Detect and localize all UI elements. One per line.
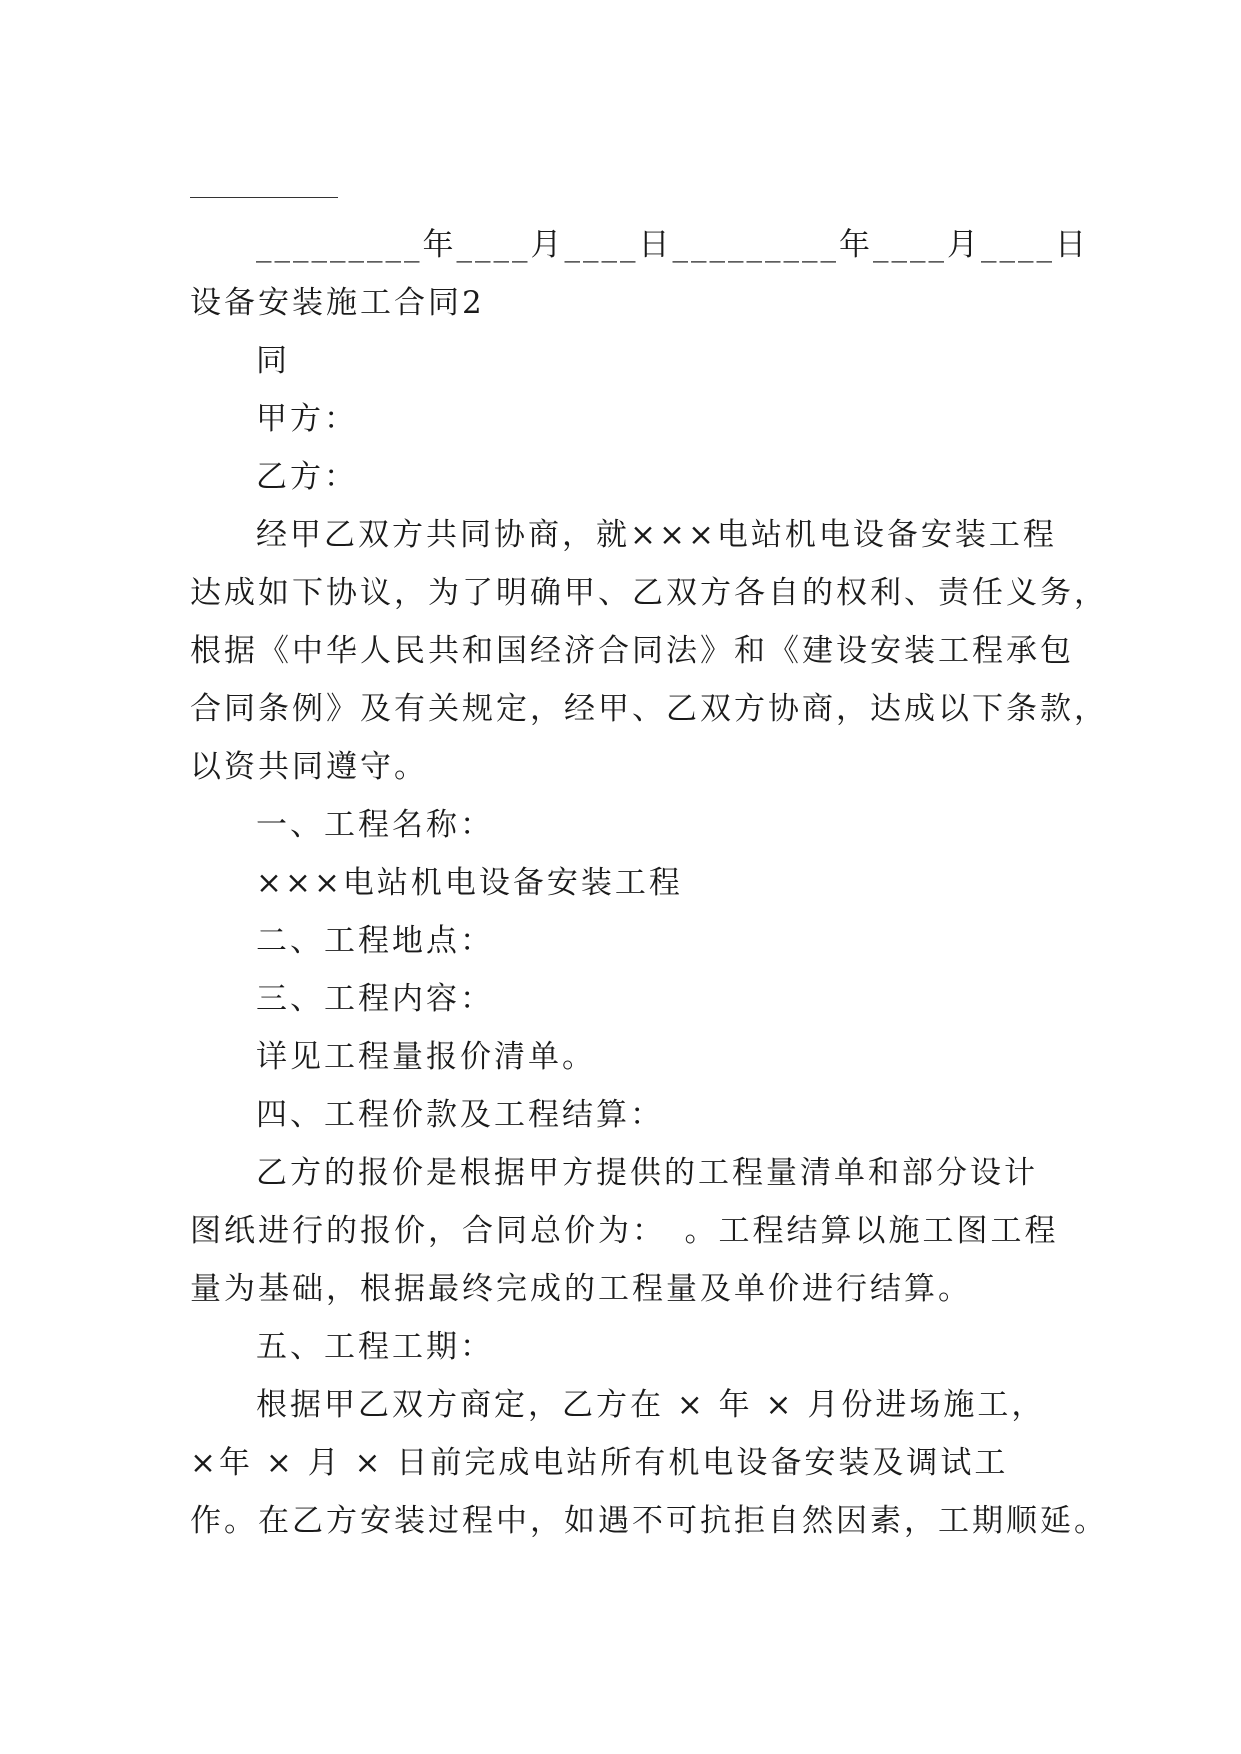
section-heading: 一、工程名称： xyxy=(256,807,494,843)
section-heading: 三、工程内容： xyxy=(256,981,494,1017)
paragraph-line: 作。在乙方安装过程中，如遇不可抗拒自然因素，工期顺延。 xyxy=(190,1503,1108,1539)
paragraph-line: 经甲乙双方共同协商，就×××电站机电设备安装工程 xyxy=(256,517,1057,553)
paragraph-line: 乙方的报价是根据甲方提供的工程量清单和部分设计 xyxy=(256,1155,1038,1191)
text-line: 详见工程量报价清单。 xyxy=(256,1039,596,1075)
text-line: ×××电站机电设备安装工程 xyxy=(256,865,683,901)
signature-underline xyxy=(190,197,338,198)
party-b-label: 乙方： xyxy=(256,459,358,495)
paragraph-line: 根据《中华人民共和国经济合同法》和《建设安装工程承包 xyxy=(190,633,1074,669)
paragraph-line: 合同条例》及有关规定，经甲、乙双方协商，达成以下条款， xyxy=(190,691,1108,727)
section-heading: 二、工程地点： xyxy=(256,923,494,959)
section-heading: 五、工程工期： xyxy=(256,1329,494,1365)
paragraph-line: ×年 × 月 × 日前完成电站所有机电设备安装及调试工 xyxy=(190,1445,1009,1481)
section-heading: 四、工程价款及工程结算： xyxy=(256,1097,664,1133)
contract-title: 设备安装施工合同2 xyxy=(190,285,485,321)
paragraph-line: 以资共同遵守。 xyxy=(190,749,428,785)
date-blanks-line: _________年____月____日_________年____月____日 xyxy=(256,227,1089,263)
paragraph-line: 达成如下协议，为了明确甲、乙双方各自的权利、责任义务， xyxy=(190,575,1108,611)
text-line: 同 xyxy=(256,343,290,379)
paragraph-line: 图纸进行的报价，合同总价为： 。工程结算以施工图工程 xyxy=(190,1213,1059,1249)
paragraph-line: 量为基础，根据最终完成的工程量及单价进行结算。 xyxy=(190,1271,972,1307)
paragraph-line: 根据甲乙双方商定，乙方在 × 年 × 月份进场施工， xyxy=(256,1387,1046,1423)
party-a-label: 甲方： xyxy=(256,401,358,437)
